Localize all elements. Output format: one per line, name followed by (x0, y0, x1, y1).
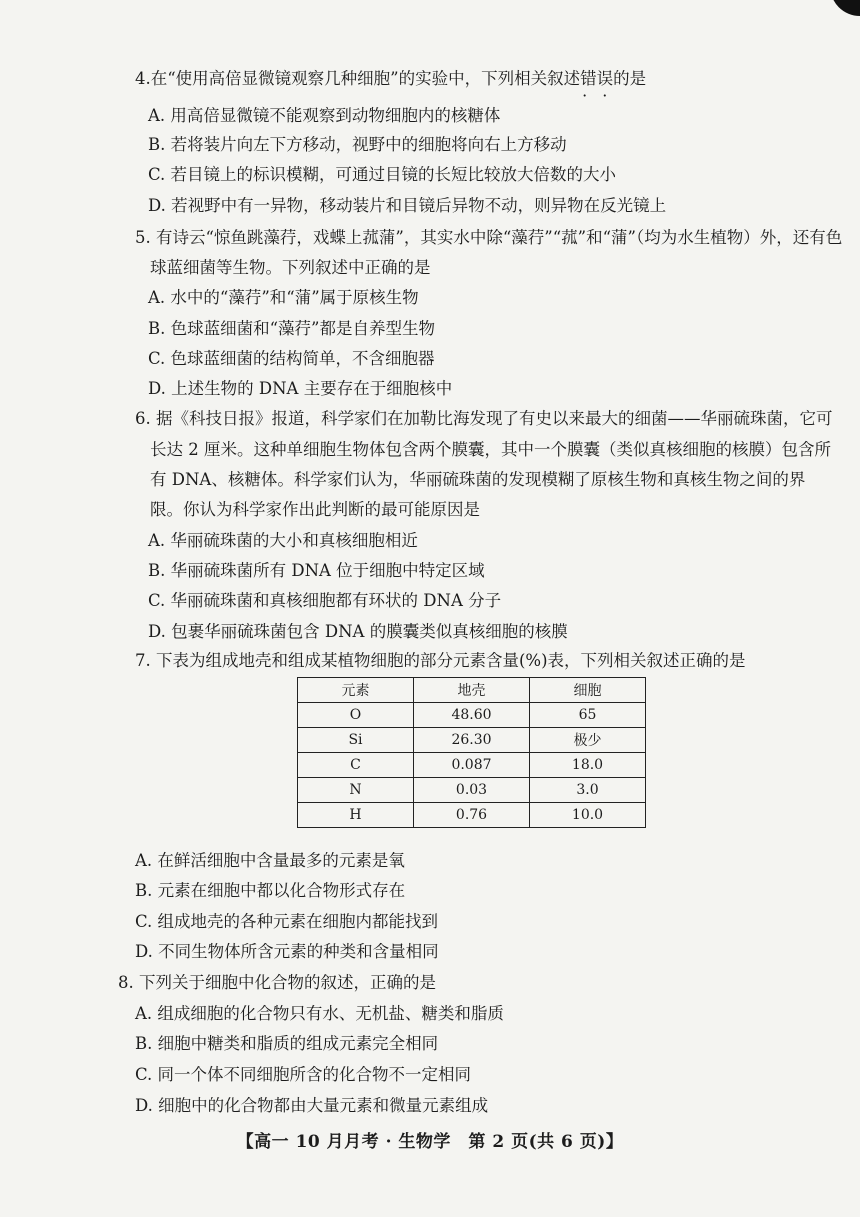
q6-option-a: A. 华丽硫珠菌的大小和真核细胞相近 (148, 531, 418, 550)
q5-option-c: C. 色球蓝细菌的结构简单，不含细胞器 (148, 349, 435, 368)
table-cell: Si (298, 728, 414, 753)
question-8-stem: 8. 下列关于细胞中化合物的叙述，正确的是 (118, 973, 436, 992)
table-cell: O (298, 703, 414, 728)
table-cell: N (298, 778, 414, 803)
question-5-stem-line1: 5. 有诗云“惊鱼跳藻荇，戏蝶上菰蒲”，其实水中除“藻荇”“菰”和“蒲”（均为水生植物）外，还有色 (135, 228, 843, 247)
q7-option-c: C. 组成地壳的各种元素在细胞内都能找到 (135, 912, 439, 931)
table-row (298, 753, 646, 778)
page-footer: 【高一 10 月月考 · 生物学 第 2 页(共 6 页)】 (236, 1132, 624, 1152)
q7-option-d: D. 不同生物体所含元素的种类和含量相同 (135, 942, 439, 961)
q6-option-d: D. 包裹华丽硫珠菌包含 DNA 的膜囊类似真核细胞的核膜 (148, 622, 568, 641)
table-row (298, 728, 646, 753)
q8-option-a: A. 组成细胞的化合物只有水、无机盐、糖类和脂质 (135, 1004, 504, 1023)
question-5-stem-line2: 球蓝细菌等生物。下列叙述中正确的是 (150, 258, 431, 277)
table-row (298, 778, 646, 803)
table-cell: 10.0 (530, 803, 646, 828)
q8-option-b: B. 细胞中糖类和脂质的组成元素完全相同 (135, 1034, 439, 1053)
question-7-stem: 7. 下表为组成地壳和组成某植物细胞的部分元素含量(%)表，下列相关叙述正确的是 (135, 651, 746, 670)
q4-option-a: A. 用高倍显微镜不能观察到动物细胞内的核糖体 (148, 106, 501, 125)
q5-option-b: B. 色球蓝细菌和“藻荇”都是自养型生物 (148, 319, 435, 338)
table-row (298, 803, 646, 828)
table-cell: 0.087 (414, 753, 530, 778)
q4-option-c: C. 若目镜上的标识模糊，可通过目镜的长短比较放大倍数的大小 (148, 165, 617, 184)
question-4-stem: 4.在“使用高倍显微镜观察几种细胞”的实验中，下列相关叙述错误 · ·的是 (135, 64, 646, 94)
table-cell: 18.0 (530, 753, 646, 778)
table-cell: H (298, 803, 414, 828)
q8-option-d: D. 细胞中的化合物都由大量元素和微量元素组成 (135, 1096, 489, 1115)
q4-option-b: B. 若将装片向左下方移动，视野中的细胞将向右上方移动 (148, 135, 567, 154)
table-cell: 48.60 (414, 703, 530, 728)
question-6-stem-line4: 限。你认为科学家作出此判断的最可能原因是 (150, 500, 480, 519)
q4-option-d: D. 若视野中有一异物，移动装片和目镜后异物不动，则异物在反光镜上 (148, 196, 667, 215)
q6-option-b: B. 华丽硫珠菌所有 DNA 位于细胞中特定区域 (148, 561, 485, 580)
table-cell: C (298, 753, 414, 778)
table-cell: 0.03 (414, 778, 530, 803)
table-cell: 0.76 (414, 803, 530, 828)
table-header: 地壳 (414, 678, 530, 703)
question-6-stem-line1: 6. 据《科技日报》报道，科学家们在加勒比海发现了有史以来最大的细菌——华丽硫珠菌，它可 (135, 409, 833, 428)
table-cell: 极少 (530, 728, 646, 753)
emphasis-wrong: 错误 · · (580, 69, 613, 88)
q7-option-b: B. 元素在细胞中都以化合物形式存在 (135, 881, 406, 900)
table-cell: 26.30 (414, 728, 530, 753)
table-header-row (298, 678, 646, 703)
table-cell: 3.0 (530, 778, 646, 803)
q8-option-c: C. 同一个体不同细胞所含的化合物不一定相同 (135, 1065, 472, 1084)
question-6-stem-line2: 长达 2 厘米。这种单细胞生物体包含两个膜囊，其中一个膜囊（类似真核细胞的核膜）包含所 (150, 440, 831, 459)
q6-option-c: C. 华丽硫珠菌和真核细胞都有环状的 DNA 分子 (148, 591, 502, 610)
q5-option-a: A. 水中的“藻荇”和“蒲”属于原核生物 (148, 288, 419, 307)
scan-corner-mark (830, 0, 860, 16)
table-header: 元素 (298, 678, 414, 703)
q7-option-a: A. 在鲜活细胞中含量最多的元素是氧 (135, 851, 405, 870)
q5-option-d: D. 上述生物的 DNA 主要存在于细胞核中 (148, 379, 453, 398)
element-content-table (297, 677, 646, 828)
table-cell: 65 (530, 703, 646, 728)
table-row (298, 703, 646, 728)
question-6-stem-line3: 有 DNA、核糖体。科学家们认为，华丽硫珠菌的发现模糊了原核生物和真核生物之间的界 (150, 470, 806, 489)
table-header: 细胞 (530, 678, 646, 703)
